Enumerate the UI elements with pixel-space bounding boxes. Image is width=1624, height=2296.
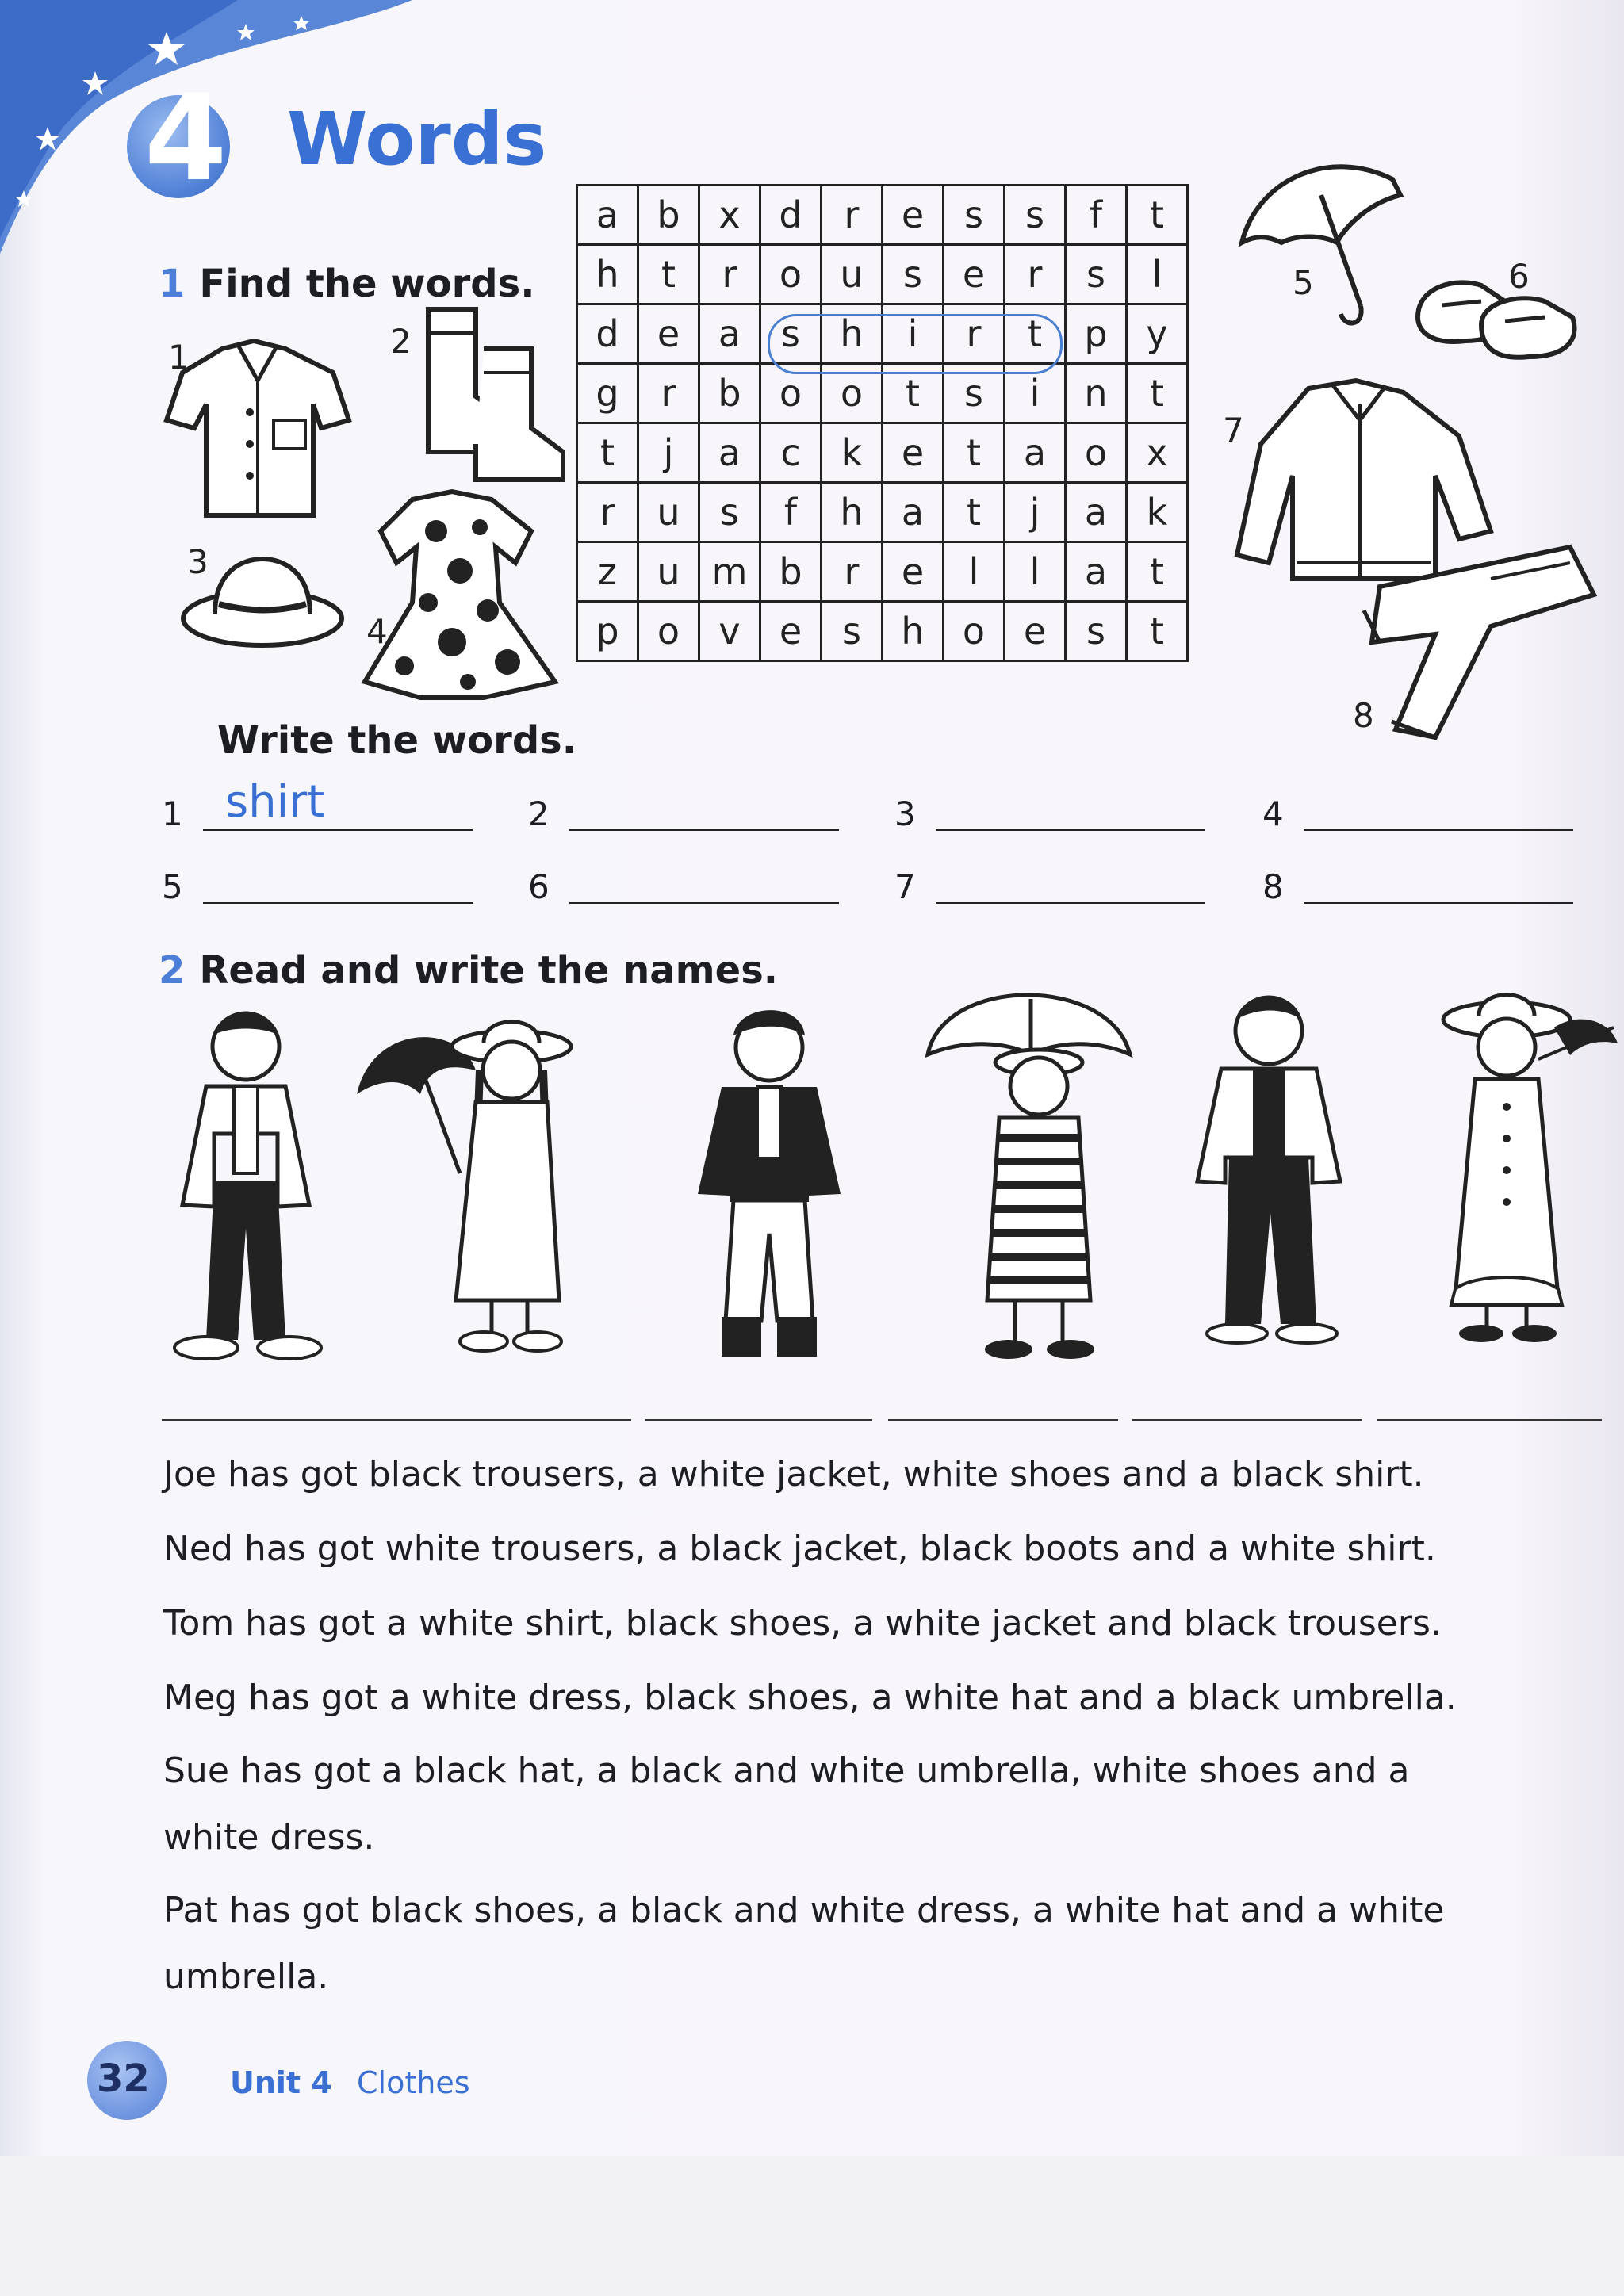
grid-cell[interactable]: s — [699, 483, 760, 542]
grid-cell[interactable]: f — [760, 483, 822, 542]
answer-line[interactable] — [569, 858, 839, 904]
answer-number: 7 — [894, 867, 916, 906]
grid-cell[interactable]: k — [1127, 483, 1188, 542]
answer-line[interactable] — [936, 858, 1205, 904]
name-line-3[interactable] — [888, 1419, 1118, 1421]
answer-row-1 — [162, 776, 473, 833]
grid-cell[interactable]: r — [822, 542, 883, 602]
grid-cell[interactable]: t — [1127, 602, 1188, 661]
grid-cell[interactable]: v — [699, 602, 760, 661]
sentence-pat-line1: Pat has got black shoes, a black and white dress, a white hat and a white — [163, 1890, 1445, 1931]
grid-cell[interactable]: t — [944, 423, 1005, 483]
grid-cell[interactable]: o — [944, 602, 1005, 661]
grid-cell[interactable]: o — [822, 364, 883, 423]
grid-cell[interactable]: s — [1005, 186, 1066, 245]
grid-cell[interactable]: c — [760, 423, 822, 483]
dress-picture — [349, 484, 563, 706]
answer-line[interactable] — [569, 785, 839, 831]
sentence-sue-line1: Sue has got a black hat, a black and white umbrella, white shoes and a — [163, 1751, 1410, 1791]
answer-line[interactable] — [203, 858, 473, 904]
grid-row — [577, 423, 1188, 483]
answer-number: 1 — [162, 794, 183, 833]
sentence-sue-line2: white dress. — [163, 1817, 375, 1858]
sentence-meg: Meg has got a white dress, black shoes, a white hat and a black umbrella. — [163, 1678, 1457, 1718]
answer-row-7 — [894, 858, 1205, 904]
grid-cell[interactable]: h — [822, 483, 883, 542]
picture-number-7: 7 — [1223, 411, 1244, 450]
word-search-grid — [576, 184, 1189, 662]
grid-row — [577, 245, 1188, 304]
grid-row — [577, 542, 1188, 602]
grid-cell[interactable]: s — [760, 304, 822, 364]
grid-cell[interactable]: e — [1005, 602, 1066, 661]
picture-number-8: 8 — [1353, 696, 1374, 735]
grid-cell[interactable]: a — [577, 186, 638, 245]
grid-cell[interactable]: r — [1005, 245, 1066, 304]
exercise2-number: 2 — [159, 948, 186, 993]
grid-cell[interactable]: s — [883, 245, 944, 304]
grid-row — [577, 602, 1188, 661]
footer-unit-label: Unit 4 — [230, 2065, 332, 2100]
picture-number-6: 6 — [1508, 257, 1530, 296]
grid-cell[interactable]: b — [760, 542, 822, 602]
grid-cell[interactable]: t — [944, 483, 1005, 542]
grid-cell[interactable]: o — [760, 364, 822, 423]
child-1-picture — [159, 999, 333, 1372]
grid-cell[interactable]: s — [944, 186, 1005, 245]
grid-cell[interactable]: e — [883, 186, 944, 245]
exercise2-heading — [159, 948, 779, 993]
grid-cell[interactable]: n — [1066, 364, 1127, 423]
name-line-1[interactable] — [162, 1419, 631, 1421]
grid-cell[interactable]: a — [1066, 542, 1127, 602]
grid-cell[interactable]: p — [1066, 304, 1127, 364]
sentence-ned: Ned has got white trousers, a black jacket, black boots and a white shirt. — [163, 1529, 1436, 1569]
grid-cell[interactable]: h — [577, 245, 638, 304]
grid-cell[interactable]: e — [944, 245, 1005, 304]
grid-row — [577, 186, 1188, 245]
grid-cell[interactable]: r — [638, 364, 699, 423]
answer-line[interactable] — [203, 776, 473, 831]
exercise1-heading — [159, 262, 535, 306]
grid-cell[interactable]: h — [822, 304, 883, 364]
answer-number: 4 — [1262, 794, 1284, 833]
grid-cell[interactable]: r — [699, 245, 760, 304]
picture-number-1: 1 — [168, 338, 190, 377]
answer-row-4 — [1262, 785, 1573, 831]
grid-cell[interactable]: a — [699, 423, 760, 483]
footer-topic-label: Clothes — [357, 2065, 470, 2100]
grid-cell[interactable]: x — [1127, 423, 1188, 483]
grid-cell[interactable]: r — [822, 186, 883, 245]
exercise1-number: 1 — [159, 262, 186, 306]
grid-cell[interactable]: o — [760, 245, 822, 304]
sentence-tom: Tom has got a white shirt, black shoes, a white jacket and black trousers. — [163, 1603, 1442, 1644]
grid-cell[interactable]: s — [1066, 245, 1127, 304]
answer-number: 3 — [894, 794, 916, 833]
shoes-picture — [1410, 246, 1592, 365]
answer-row-2 — [528, 785, 839, 831]
sentence-joe: Joe has got black trousers, a white jacket, white shoes and a black shirt. — [163, 1454, 1424, 1494]
grid-cell[interactable]: e — [638, 304, 699, 364]
grid-cell[interactable]: x — [699, 186, 760, 245]
shirt-answer-circle — [768, 314, 1063, 374]
answer-line[interactable] — [1304, 858, 1573, 904]
answer-number: 5 — [162, 867, 183, 906]
grid-cell[interactable]: j — [1005, 483, 1066, 542]
grid-cell[interactable]: a — [1005, 423, 1066, 483]
page-number: 32 — [97, 2057, 150, 2101]
chapter-number: 4 — [144, 70, 228, 208]
grid-cell[interactable]: u — [638, 483, 699, 542]
answer-text: shirt — [225, 776, 325, 828]
grid-cell[interactable]: o — [1066, 423, 1127, 483]
chapter-title: Words — [287, 97, 547, 182]
child-4-picture — [920, 967, 1142, 1380]
answer-line[interactable] — [936, 785, 1205, 831]
answer-row-3 — [894, 785, 1205, 831]
grid-cell[interactable]: l — [944, 542, 1005, 602]
boots-picture — [396, 301, 571, 484]
shirt-picture — [159, 333, 357, 531]
grid-cell[interactable]: s — [1066, 602, 1127, 661]
grid-cell[interactable]: m — [699, 542, 760, 602]
child-2-picture — [341, 999, 595, 1364]
answer-row-8 — [1262, 858, 1573, 904]
grid-cell[interactable]: g — [577, 364, 638, 423]
grid-cell[interactable]: b — [638, 186, 699, 245]
grid-cell[interactable]: r — [944, 304, 1005, 364]
grid-cell[interactable]: s — [944, 364, 1005, 423]
answer-line[interactable] — [1304, 785, 1573, 831]
exercise2-title: Read and write the names. — [199, 948, 779, 993]
grid-cell[interactable]: t — [577, 423, 638, 483]
grid-cell[interactable]: f — [1066, 186, 1127, 245]
name-line-2[interactable] — [645, 1419, 872, 1421]
picture-number-2: 2 — [390, 322, 412, 361]
answer-number: 8 — [1262, 867, 1284, 906]
name-line-4[interactable] — [1132, 1419, 1362, 1421]
picture-number-4: 4 — [366, 612, 388, 651]
answer-row-6 — [528, 858, 839, 904]
grid-cell[interactable]: r — [577, 483, 638, 542]
grid-cell[interactable]: d — [577, 304, 638, 364]
grid-cell[interactable]: u — [638, 542, 699, 602]
grid-cell[interactable]: a — [883, 483, 944, 542]
grid-cell[interactable]: o — [638, 602, 699, 661]
grid-cell[interactable]: a — [1066, 483, 1127, 542]
grid-cell[interactable]: h — [883, 602, 944, 661]
grid-cell[interactable]: b — [699, 364, 760, 423]
grid-cell[interactable]: z — [577, 542, 638, 602]
exercise1-title: Find the words. — [199, 262, 535, 306]
grid-cell[interactable]: t — [1005, 304, 1066, 364]
grid-cell[interactable]: i — [883, 304, 944, 364]
name-line-5[interactable] — [1377, 1419, 1602, 1421]
answer-number: 6 — [528, 867, 550, 906]
picture-number-5: 5 — [1293, 263, 1314, 302]
grid-cell[interactable]: l — [1005, 542, 1066, 602]
grid-cell[interactable]: t — [1127, 542, 1188, 602]
sentence-pat-line2: umbrella. — [163, 1957, 329, 1997]
write-words-heading: Write the words. — [217, 718, 576, 763]
grid-cell[interactable]: s — [822, 602, 883, 661]
child-5-picture — [1174, 983, 1364, 1364]
grid-cell[interactable]: u — [822, 245, 883, 304]
grid-cell[interactable]: e — [883, 423, 944, 483]
grid-cell[interactable]: t — [638, 245, 699, 304]
hat-picture — [179, 555, 346, 650]
grid-row — [577, 483, 1188, 542]
grid-cell[interactable]: k — [822, 423, 883, 483]
grid-cell[interactable]: e — [883, 542, 944, 602]
umbrella-picture — [1234, 147, 1416, 330]
grid-cell[interactable]: l — [1127, 245, 1188, 304]
picture-number-3: 3 — [187, 542, 209, 581]
grid-cell[interactable]: a — [699, 304, 760, 364]
trousers-picture — [1332, 539, 1602, 745]
answer-row-5 — [162, 858, 473, 904]
grid-cell[interactable]: d — [760, 186, 822, 245]
grid-cell[interactable]: t — [883, 364, 944, 423]
child-6-picture — [1419, 980, 1618, 1353]
grid-cell[interactable]: t — [1127, 186, 1188, 245]
grid-cell[interactable]: y — [1127, 304, 1188, 364]
grid-cell[interactable]: i — [1005, 364, 1066, 423]
grid-cell[interactable]: e — [760, 602, 822, 661]
child-3-picture — [682, 996, 856, 1376]
grid-cell[interactable]: t — [1127, 364, 1188, 423]
grid-cell[interactable]: p — [577, 602, 638, 661]
page-bottom-edge — [0, 2156, 1624, 2296]
answer-number: 2 — [528, 794, 550, 833]
grid-cell[interactable]: j — [638, 423, 699, 483]
